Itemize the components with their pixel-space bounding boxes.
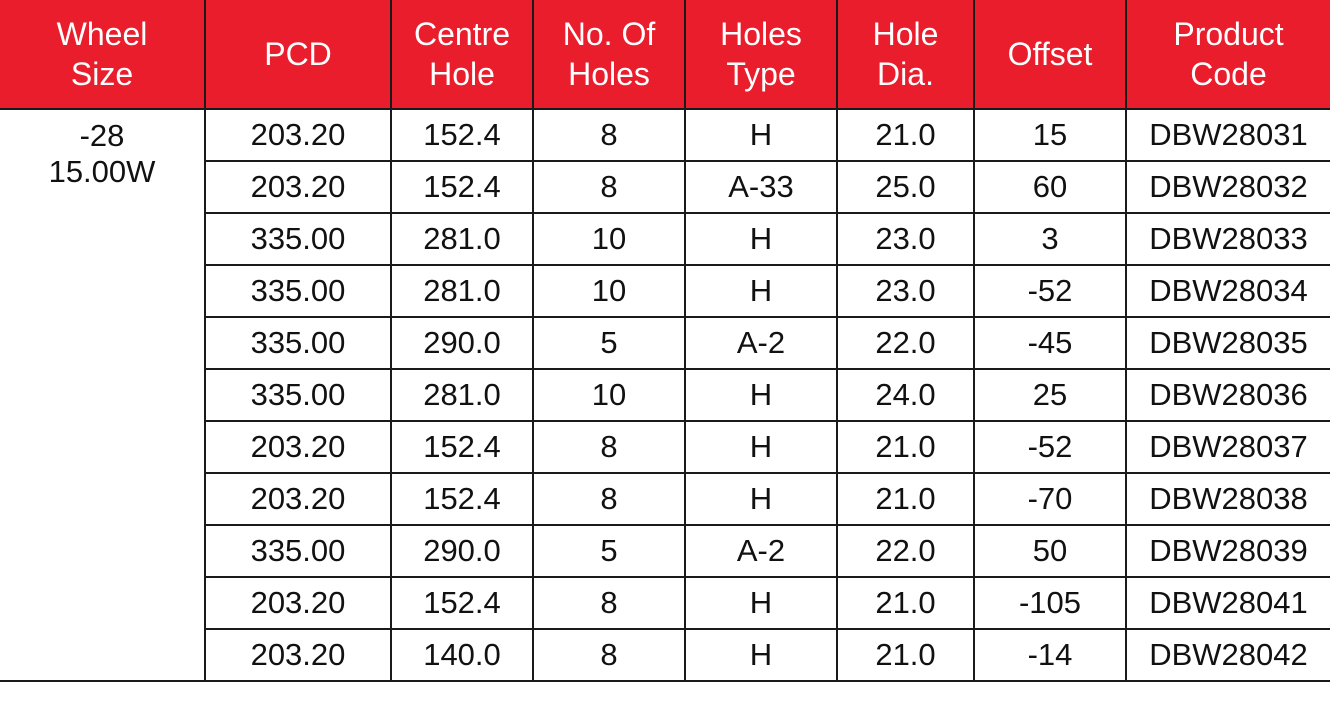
cell-offset: 60 <box>974 161 1126 213</box>
column-header-line: Type <box>726 56 796 92</box>
column-header-line: Dia. <box>877 56 934 92</box>
cell-holes-type: A-33 <box>685 161 837 213</box>
cell-no-of-holes: 8 <box>533 421 685 473</box>
cell-pcd: 335.00 <box>205 369 391 421</box>
cell-offset: -14 <box>974 629 1126 681</box>
cell-hole-dia: 21.0 <box>837 473 974 525</box>
header-row <box>0 0 1330 109</box>
cell-pcd: 335.00 <box>205 317 391 369</box>
cell-offset: -52 <box>974 265 1126 317</box>
table-header <box>0 0 1330 109</box>
column-header-no-of-holes <box>533 0 685 109</box>
column-header-line: Centre <box>413 16 511 52</box>
cell-offset: -52 <box>974 421 1126 473</box>
cell-no-of-holes: 5 <box>533 525 685 577</box>
cell-no-of-holes: 5 <box>533 317 685 369</box>
cell-centre-hole: 281.0 <box>391 265 533 317</box>
cell-product-code: DBW28036 <box>1126 369 1330 421</box>
cell-offset: -105 <box>974 577 1126 629</box>
column-header-line: Holes <box>568 56 650 92</box>
cell-holes-type: H <box>685 421 837 473</box>
table-body <box>0 109 1330 681</box>
cell-product-code: DBW28039 <box>1126 525 1330 577</box>
cell-pcd: 203.20 <box>205 629 391 681</box>
cell-holes-type: H <box>685 213 837 265</box>
column-header-line: Offset <box>1007 36 1093 72</box>
cell-holes-type: H <box>685 629 837 681</box>
column-header-line: Product <box>1173 16 1284 52</box>
cell-product-code: DBW28032 <box>1126 161 1330 213</box>
cell-holes-type: A-2 <box>685 317 837 369</box>
cell-product-code: DBW28034 <box>1126 265 1330 317</box>
cell-no-of-holes: 10 <box>533 213 685 265</box>
cell-product-code: DBW28035 <box>1126 317 1330 369</box>
cell-hole-dia: 21.0 <box>837 629 974 681</box>
cell-centre-hole: 281.0 <box>391 213 533 265</box>
cell-pcd: 203.20 <box>205 161 391 213</box>
cell-no-of-holes: 8 <box>533 161 685 213</box>
cell-hole-dia: 24.0 <box>837 369 974 421</box>
cell-hole-dia: 23.0 <box>837 265 974 317</box>
cell-hole-dia: 21.0 <box>837 421 974 473</box>
cell-pcd: 203.20 <box>205 109 391 161</box>
column-header-centre-hole <box>391 0 533 109</box>
cell-centre-hole: 152.4 <box>391 161 533 213</box>
cell-centre-hole: 290.0 <box>391 317 533 369</box>
column-header-product-code <box>1126 0 1330 109</box>
cell-hole-dia: 21.0 <box>837 109 974 161</box>
cell-holes-type: H <box>685 473 837 525</box>
column-header-line: Hole <box>429 56 495 92</box>
wheel-size-value: 15.00W <box>48 154 156 189</box>
cell-no-of-holes: 8 <box>533 577 685 629</box>
cell-pcd: 203.20 <box>205 577 391 629</box>
cell-no-of-holes: 8 <box>533 109 685 161</box>
cell-pcd: 335.00 <box>205 213 391 265</box>
cell-offset: 3 <box>974 213 1126 265</box>
cell-product-code: DBW28033 <box>1126 213 1330 265</box>
cell-centre-hole: 140.0 <box>391 629 533 681</box>
cell-holes-type: H <box>685 577 837 629</box>
cell-no-of-holes: 10 <box>533 265 685 317</box>
cell-offset: 25 <box>974 369 1126 421</box>
cell-holes-type: H <box>685 369 837 421</box>
cell-product-code: DBW28037 <box>1126 421 1330 473</box>
cell-product-code: DBW28038 <box>1126 473 1330 525</box>
column-header-line: Holes <box>720 16 802 52</box>
cell-hole-dia: 23.0 <box>837 213 974 265</box>
column-header-pcd <box>205 0 391 109</box>
cell-centre-hole: 152.4 <box>391 473 533 525</box>
cell-holes-type: H <box>685 109 837 161</box>
cell-hole-dia: 22.0 <box>837 317 974 369</box>
cell-product-code: DBW28041 <box>1126 577 1330 629</box>
cell-hole-dia: 25.0 <box>837 161 974 213</box>
column-header-wheel-size <box>0 0 205 109</box>
column-header-offset <box>974 0 1126 109</box>
cell-no-of-holes: 10 <box>533 369 685 421</box>
cell-centre-hole: 152.4 <box>391 109 533 161</box>
column-header-line: No. Of <box>562 16 656 52</box>
cell-no-of-holes: 8 <box>533 629 685 681</box>
cell-centre-hole: 152.4 <box>391 577 533 629</box>
column-header-holes-type <box>685 0 837 109</box>
cell-centre-hole: 290.0 <box>391 525 533 577</box>
cell-holes-type: H <box>685 265 837 317</box>
cell-centre-hole: 281.0 <box>391 369 533 421</box>
cell-hole-dia: 22.0 <box>837 525 974 577</box>
column-header-line: PCD <box>264 36 332 72</box>
cell-pcd: 335.00 <box>205 525 391 577</box>
cell-pcd: 203.20 <box>205 421 391 473</box>
cell-product-code: DBW28031 <box>1126 109 1330 161</box>
column-header-line: Code <box>1190 56 1267 92</box>
cell-offset: -70 <box>974 473 1126 525</box>
cell-centre-hole: 152.4 <box>391 421 533 473</box>
table-row <box>0 109 1330 161</box>
cell-pcd: 203.20 <box>205 473 391 525</box>
column-header-line: Hole <box>872 16 939 52</box>
cell-offset: 50 <box>974 525 1126 577</box>
column-header-line: Wheel <box>56 16 148 52</box>
wheel-size-value: -28 <box>79 118 125 153</box>
cell-hole-dia: 21.0 <box>837 577 974 629</box>
wheel-size-cell <box>0 109 205 681</box>
column-header-hole-dia <box>837 0 974 109</box>
column-header-line: Size <box>70 56 134 92</box>
cell-no-of-holes: 8 <box>533 473 685 525</box>
cell-offset: 15 <box>974 109 1126 161</box>
cell-offset: -45 <box>974 317 1126 369</box>
cell-pcd: 335.00 <box>205 265 391 317</box>
cell-holes-type: A-2 <box>685 525 837 577</box>
cell-product-code: DBW28042 <box>1126 629 1330 681</box>
